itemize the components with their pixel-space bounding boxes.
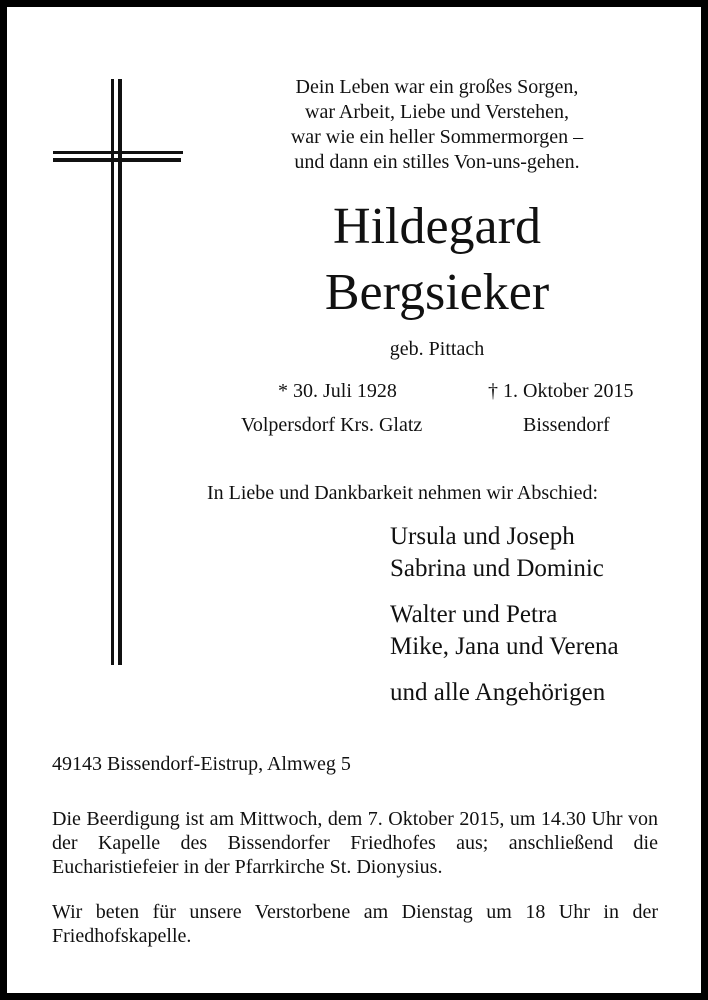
death-date: † 1. Oktober 2015 bbox=[488, 380, 634, 402]
mourner-line: Walter und Petra bbox=[390, 601, 558, 628]
farewell-statement: In Liebe und Dankbarkeit nehmen wir Abschied: bbox=[207, 482, 598, 504]
death-place: Bissendorf bbox=[523, 414, 610, 436]
deceased-first-name: Hildegard bbox=[333, 198, 541, 255]
birth-place: Volpersdorf Krs. Glatz bbox=[241, 414, 423, 436]
deceased-last-name: Bergsieker bbox=[324, 264, 550, 321]
poem-line: war Arbeit, Liebe und Verstehen, bbox=[305, 101, 569, 123]
mourner-line: Sabrina und Dominic bbox=[390, 555, 604, 582]
memorial-poem bbox=[237, 75, 637, 175]
prayer-details: Wir beten für unsere Verstorbene am Dienstag um 18 Uhr in der Friedhofskapelle. bbox=[52, 901, 658, 947]
mourner-line: und alle Angehörigen bbox=[390, 679, 606, 706]
birth-date: * 30. Juli 1928 bbox=[278, 380, 397, 402]
poem-line: und dann ein stilles Von-uns-gehen. bbox=[294, 151, 580, 173]
maiden-name: geb. Pittach bbox=[389, 338, 485, 360]
mourner-line: Mike, Jana und Verena bbox=[390, 633, 619, 660]
family-address: 49143 Bissendorf-Eistrup, Almweg 5 bbox=[52, 753, 351, 775]
poem-line: war wie ein heller Sommermorgen – bbox=[290, 126, 584, 148]
mourners-list bbox=[390, 521, 619, 709]
mourner-line: Ursula und Joseph bbox=[390, 523, 575, 550]
poem-line: Dein Leben war ein großes Sorgen, bbox=[295, 76, 579, 98]
funeral-details: Die Beerdigung ist am Mittwoch, dem 7. Oktober 2015, um 14.30 Uhr von der Kapelle des Bissendorfer Friedhofes aus; anschließend die Eucharistiefeier in der Pfarrkirche St. Dionysius. bbox=[52, 808, 658, 878]
